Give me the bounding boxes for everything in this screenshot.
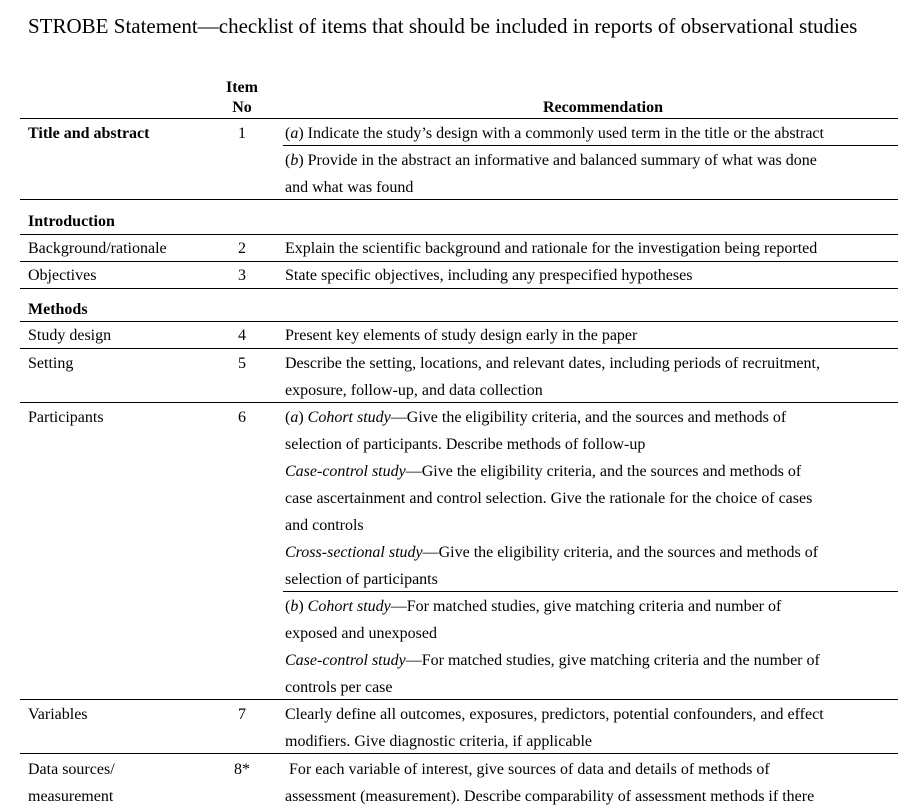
rec-2 (285, 235, 905, 262)
rec-2-text: Explain the scientific background and rationale for the investigation being reported (285, 240, 818, 257)
case-control-label-6a: Case-control study (285, 463, 406, 480)
label-data-sources-2: measurement (28, 788, 114, 805)
rec-6a-cohort: —Give the eligibility criteria, and the sources and methods of (390, 409, 787, 426)
rec-3 (285, 262, 905, 289)
rec-5-text1: Describe the setting, locations, and relevant dates, including periods of recruitment, (285, 355, 820, 372)
rec-6b-cohort: —For matched studies, give matching criteria and number of (390, 598, 782, 615)
section-introduction: Introduction (28, 213, 115, 230)
rec-5-text2: exposure, follow-up, and data collection (285, 382, 543, 399)
rec-6b-cc2: controls per case (285, 679, 393, 696)
item-no-3: 3 (238, 267, 246, 284)
page-title: STROBE Statement—checklist of items that should be included in reports of observational studies (28, 14, 858, 38)
item-no-8: 8* (234, 761, 250, 778)
case-control-label-6b: Case-control study (285, 652, 406, 669)
rec-6a-cohort2: selection of participants. Describe methods of follow-up (285, 436, 646, 453)
rec-1b: (b) Provide in the abstract an informative and balanced summary of what was done and what was found (285, 147, 905, 201)
rec-1a-text: Indicate the study’s design with a commonly used term in the title or the abstract (303, 125, 824, 142)
marker-6b: b (290, 598, 299, 615)
cohort-label-6b: Cohort study (307, 598, 391, 615)
rec-6a-cc3: and controls (285, 517, 364, 534)
rec-8-text2: assessment (measurement). Describe comparability of assessment methods if there (285, 788, 815, 805)
item-no-header (218, 78, 266, 118)
rec-6a-cc: —Give the eligibility criteria, and the sources and methods of (405, 463, 802, 480)
label-variables: Variables (28, 706, 88, 723)
marker-1b: b (290, 152, 299, 169)
rec-4-text: Present key elements of study design early in the paper (285, 327, 638, 344)
rec-8-text1: For each variable of interest, give sources of data and details of methods of (285, 761, 770, 778)
rec-6a-cs2: selection of participants (285, 571, 438, 588)
rec-6a: (a) Cohort study—Give the eligibility criteria, and the sources and methods of selection of participants. Describe methods of follow-up Case-control study—Give the eligibility criteria, and the sources and methods of case ascertainment and control selection. Give the rationale for the choice of cases and controls Cross-sectional study—Give the eligibility criteria, and the sources and methods of selection of participants (285, 404, 905, 593)
label-data-sources (28, 756, 115, 810)
rec-5 (285, 350, 905, 404)
marker-6a: a (290, 409, 299, 426)
rec-6b-cohort2: exposed and unexposed (285, 625, 437, 642)
rec-1b-text: Provide in the abstract an informative and balanced summary of what was done (303, 152, 817, 169)
cohort-label-6a: Cohort study (307, 409, 391, 426)
label-background: Background/rationale (28, 240, 167, 257)
rec-4 (285, 322, 905, 349)
rec-1b-text2: and what was found (285, 179, 414, 196)
item-no-2: 2 (238, 240, 246, 257)
rec-6a-cs: —Give the eligibility criteria, and the sources and methods of (422, 544, 819, 561)
item-no-7: 7 (238, 706, 246, 723)
rec-6b-cc: —For matched studies, give matching criteria and the number of (405, 652, 820, 669)
label-data-sources-1: Data sources/ (28, 761, 115, 778)
label-participants: Participants (28, 409, 104, 426)
item-no-6: 6 (238, 409, 246, 426)
item-no-1: 1 (238, 125, 246, 142)
rec-7-text1: Clearly define all outcomes, exposures, predictors, potential confounders, and effect (285, 706, 824, 723)
item-no-header-line1: Item (226, 79, 258, 96)
rec-8 (285, 756, 905, 810)
rec-7-text2: modifiers. Give diagnostic criteria, if applicable (285, 733, 592, 750)
cross-sectional-label-6a: Cross-sectional study (285, 544, 423, 561)
marker-1a: a (290, 125, 299, 142)
item-no-5: 5 (238, 355, 246, 372)
rec-1a: (a) Indicate the study’s design with a commonly used term in the title or the abstract (285, 125, 824, 142)
rec-6b: (b) Cohort study—For matched studies, give matching criteria and number of exposed and unexposed Case-control study—For matched studies, give matching criteria and the number of controls per case (285, 593, 905, 701)
rec-7 (285, 701, 905, 755)
item-no-4: 4 (238, 327, 246, 344)
rec-3-text: State specific objectives, including any prespecified hypotheses (285, 267, 693, 284)
header-rule (20, 118, 898, 119)
item-no-header-line2: No (232, 99, 252, 116)
rec-6a-cc2: case ascertainment and control selection. Give the rationale for the choice of cases (285, 490, 813, 507)
section-methods: Methods (28, 301, 88, 318)
label-study-design: Study design (28, 327, 112, 344)
recommendation-header: Recommendation (543, 99, 663, 116)
label-title-abstract: Title and abstract (28, 125, 150, 142)
label-setting: Setting (28, 355, 74, 372)
label-objectives: Objectives (28, 267, 97, 284)
